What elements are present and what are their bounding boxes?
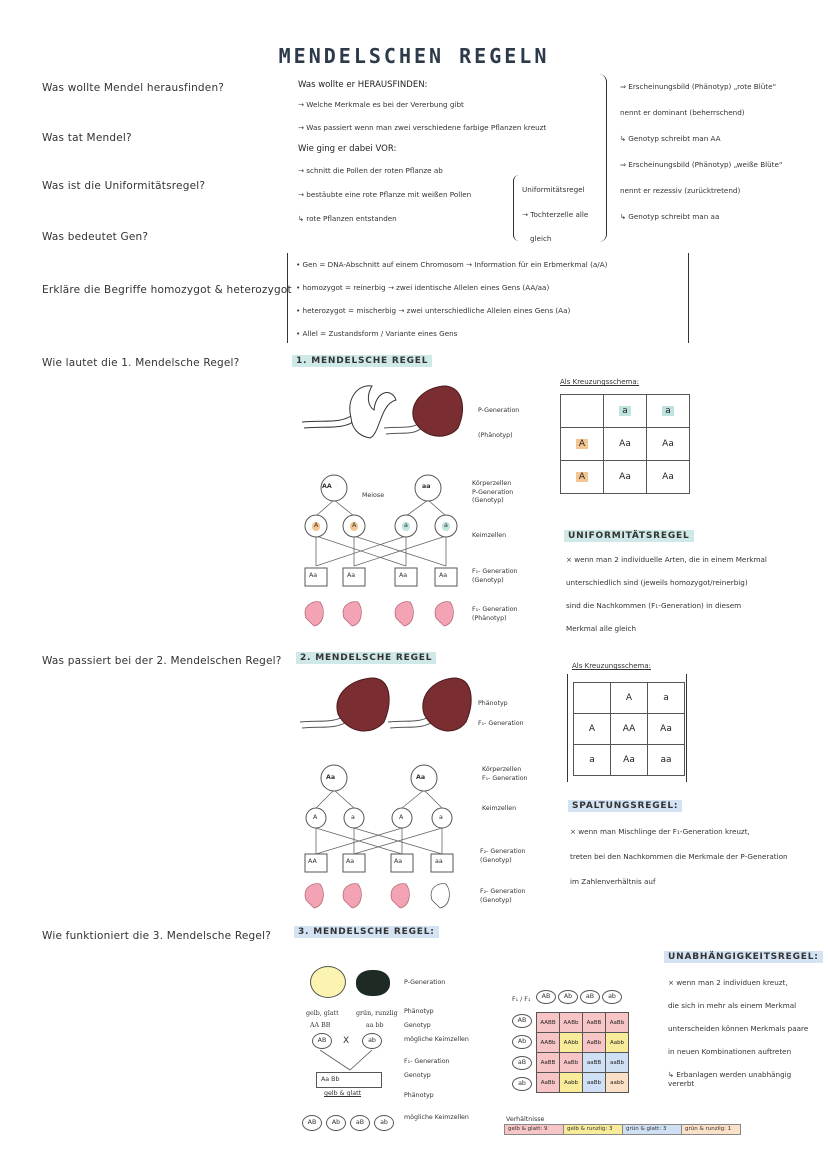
grid-cell-text: a (619, 406, 631, 416)
rule2-flowers (296, 672, 476, 744)
genotype-value: aa bb (366, 1022, 384, 1029)
genotype-value: AA BB (310, 1022, 331, 1029)
rule2-heading: 2. MENDELSCHE REGEL (296, 652, 436, 664)
intro-right-line: nennt er rezessiv (zurücktretend) (620, 186, 741, 195)
rule3-text-line: × wenn man 2 individuen kreuzt, (668, 978, 788, 987)
grid-cell (647, 395, 690, 428)
white-flower-icon (431, 884, 449, 908)
intro-mid: Uniformitätsregel (522, 185, 585, 194)
label: Phänotyp (404, 1092, 434, 1099)
grid-cell: Aa (604, 428, 647, 461)
punnett-cell: AaBB (583, 1013, 606, 1033)
punnett-row-header: ab (512, 1077, 532, 1091)
gamete: Ab (326, 1115, 346, 1131)
intro-heading-1: Was wollte er HERAUSFINDEN: (298, 80, 428, 90)
offspring: Aa (439, 572, 448, 579)
offspring: Aa (399, 572, 408, 579)
label: (Genotyp) (472, 576, 504, 584)
red-flower-icon (388, 678, 471, 731)
punnett-cell: aaBb (583, 1073, 606, 1093)
label-group (482, 766, 528, 783)
label: (Genotyp) (472, 497, 504, 504)
ratio-item: gelb & glatt: 9 (505, 1125, 564, 1134)
gamete: A (313, 814, 318, 821)
punnett-col-header: Ab (558, 990, 578, 1004)
meiose-label: Meiose (362, 492, 385, 499)
label: F₂- Generation (480, 888, 526, 895)
definition-homozygot: • homozygot = reinerbig → zwei identische Allelen eines Gens (AA/aa) (296, 283, 550, 292)
grid-cell (561, 428, 604, 461)
definitions (296, 260, 607, 338)
rule1-name: UNIFORMITÄTSREGEL (564, 530, 694, 542)
gamete: AB (302, 1115, 322, 1131)
label-group (472, 606, 518, 623)
rule2-diagram (296, 762, 466, 912)
rule1-heading: 1. MENDELSCHE REGEL (292, 355, 432, 367)
punnett-cell: AABb (537, 1033, 560, 1053)
label-group (472, 568, 518, 585)
grid-cell: a (574, 745, 611, 776)
rule3-text-line: in neuen Kombinationen auftreten (668, 1047, 792, 1056)
brace-mid (513, 175, 522, 241)
gamete: a (444, 522, 448, 529)
intro-line: → bestäubte eine rote Pflanze mit weißen Pollen (298, 190, 472, 199)
gamete: a (351, 814, 355, 821)
punnett-cell: AAbb (560, 1033, 583, 1053)
gamete: aB (350, 1115, 370, 1131)
label: P-Generation (472, 488, 514, 496)
rule3-cross-lines (300, 1050, 400, 1072)
grid-cell: Aa (648, 714, 685, 745)
intro-mid: gleich (530, 234, 552, 243)
punnett-corner: F₁ / F₁ (512, 996, 531, 1003)
punnett-cell: AaBb (606, 1013, 629, 1033)
label: (Genotyp) (480, 856, 512, 864)
punnett-row-headers (512, 1014, 532, 1091)
question-7: Was passiert bei der 2. Mendelschen Regel? (42, 655, 282, 667)
punnett-row-header: aB (512, 1056, 532, 1070)
label: Körperzellen (482, 766, 522, 773)
punnett-cell: AaBb (583, 1033, 606, 1053)
intro-right-line: ↳ Genotyp schreibt man AA (620, 134, 721, 143)
label: F₁- Generation (482, 774, 528, 782)
label: (Genotyp) (480, 896, 512, 904)
intro-line: → Was passiert wenn man zwei verschiedene farbige Pflanzen kreuzt (298, 123, 547, 132)
parent-genotype: aa (422, 483, 431, 490)
schema-caption: Als Kreuzungsschema: (572, 662, 652, 670)
gamete: A (352, 522, 357, 529)
ratio-item: grün & glatt: 3 (623, 1125, 682, 1134)
rule2-text-line: im Zahlenverhältnis auf (570, 877, 656, 886)
punnett-cell: Aabb (606, 1033, 629, 1053)
rule1-text-line: unterschiedlich sind (jeweils homozygot/reinerbig) (566, 578, 748, 587)
label: F₁- Generation (478, 720, 524, 727)
brace-right (598, 74, 607, 242)
punnett-cell: aaBB (583, 1053, 606, 1073)
intro-line: → Welche Merkmale es bei der Vererbung gibt (298, 100, 464, 109)
label: F₂- Generation (480, 848, 526, 855)
pink-flower-icon (391, 884, 409, 908)
punnett-col-header: ab (602, 990, 622, 1004)
red-flower-icon (384, 386, 462, 436)
gamete: a (439, 814, 443, 821)
grid-cell-text: a (662, 406, 674, 416)
label: Phänotyp (478, 700, 508, 707)
ratio-item: gelb & runzlig: 3 (564, 1125, 623, 1134)
schema-caption: Als Kreuzungsschema: (560, 378, 640, 386)
question-6: Wie lautet die 1. Mendelsche Regel? (42, 357, 240, 369)
label: Genotyp (404, 1072, 431, 1079)
page-title-wrap (0, 44, 828, 68)
punnett-cell: Aabb (560, 1073, 583, 1093)
label: P-Generation (478, 407, 520, 414)
label: mögliche Keimzellen (404, 1036, 469, 1043)
grid-cell (561, 461, 604, 494)
punnett-cell: AaBb (537, 1073, 560, 1093)
label: F₁- Generation (404, 1058, 450, 1065)
punnett-cell: AaBB (537, 1053, 560, 1073)
definition-allel: • Allel = Zustandsform / Variante eines Gens (296, 329, 458, 338)
punnett-cell: aabb (606, 1073, 629, 1093)
grid-cell (561, 395, 604, 428)
intro-right (620, 82, 783, 221)
grid-cell-text: A (576, 472, 588, 482)
intro-mid: → Tochterzelle alle (522, 210, 589, 219)
red-flower-icon (300, 678, 389, 731)
rule2-text-line: treten bei den Nachkommen die Merkmale der P-Generation (570, 852, 788, 861)
gamete: A (314, 522, 319, 529)
rule1-text (566, 555, 767, 633)
grid-cell: Aa (647, 461, 690, 494)
grid-cell: Aa (604, 461, 647, 494)
grid-cell: a (648, 683, 685, 714)
pink-flower-icon (343, 884, 361, 908)
punnett-cell: AaBb (560, 1053, 583, 1073)
label: (Phänotyp) (472, 614, 507, 622)
ratio-caption: Verhältnisse (506, 1116, 545, 1123)
offspring: Aa (347, 572, 356, 579)
punnett-cell: aaBb (606, 1053, 629, 1073)
label: P-Generation (404, 979, 446, 986)
gamete: AB (312, 1033, 332, 1049)
grid-cell: Aa (611, 745, 648, 776)
ratio-item: grün & runzlig: 1 (682, 1125, 740, 1134)
rule1-flowers (296, 380, 476, 445)
intro-right-line: ⇒ Erscheinungsbild (Phänotyp) „rote Blüte“ (620, 82, 777, 91)
rule2-text-line: × wenn man Mischlinge der F₁-Generation kreuzt, (570, 827, 750, 836)
phenotype-value: grün, runzlig (356, 1010, 398, 1017)
punnett-cell: AABB (537, 1013, 560, 1033)
gamete: A (399, 814, 404, 821)
label: Körperzellen (472, 480, 512, 487)
intro-right-line: ⇒ Erscheinungsbild (Phänotyp) „weiße Blüte“ (620, 160, 783, 169)
label-group (480, 848, 526, 865)
rule3-text-line: unterscheiden können Merkmals paare (668, 1024, 809, 1033)
parent-genotype: Aa (326, 774, 336, 781)
rule3-text-line: die sich in mehr als einem Merkmal (668, 1001, 797, 1010)
rule3-heading: 3. MENDELSCHE REGEL: (294, 926, 439, 938)
grid-cell (574, 683, 611, 714)
grid-cell: Aa (647, 428, 690, 461)
punnett-col-header: AB (536, 990, 556, 1004)
white-flower-icon (302, 386, 396, 438)
phenotype-value: gelb, glatt (306, 1010, 339, 1017)
punnett-col-header: aB (580, 990, 600, 1004)
rule3-punnett-grid (536, 1012, 629, 1093)
intro-line: ↳ rote Pflanzen entstanden (298, 214, 397, 223)
rule2-punnett-grid (573, 682, 685, 776)
f1-phenotype: gelb & glatt (324, 1090, 362, 1097)
punnett-cell: AABb (560, 1013, 583, 1033)
label: F₁- Generation (472, 606, 518, 613)
parent-genotype: Aa (416, 774, 426, 781)
question-2: Was tat Mendel? (42, 132, 132, 144)
question-1: Was wollte Mendel herausfinden? (42, 82, 225, 94)
rule3-name: UNABHÄNGIGKEITSREGEL: (664, 951, 823, 963)
punnett-row-header: Ab (512, 1035, 532, 1049)
punnett-col-headers (536, 990, 622, 1004)
ratio-table (504, 1124, 741, 1135)
rule1-text-line: sind die Nachkommen (F₁-Generation) in diesem (566, 601, 742, 610)
grid-cell: AA (611, 714, 648, 745)
gamete: ab (374, 1115, 394, 1131)
question-5: Erkläre die Begriffe homozygot & heterozygot (42, 284, 292, 296)
cross-symbol: X (343, 1036, 350, 1046)
gamete: a (404, 522, 408, 529)
question-8: Wie funktioniert die 3. Mendelsche Regel? (42, 930, 271, 942)
label: Keimzellen (472, 532, 507, 539)
pink-flower-icon (305, 602, 453, 626)
grid-cell: aa (648, 745, 685, 776)
question-3: Was ist die Uniformitätsregel? (42, 180, 206, 192)
gamete: ab (362, 1033, 382, 1049)
label: Genotyp (404, 1022, 431, 1029)
parent-genotype: AA (322, 483, 332, 490)
intro-left (298, 80, 546, 223)
rule3-text (668, 978, 808, 1088)
label-group (472, 480, 513, 506)
intro-heading-2: Wie ging er dabei VOR: (298, 144, 397, 154)
page-title: MENDELSCHEN REGELN (278, 44, 550, 68)
pink-flower-icon (305, 884, 323, 908)
yellow-pea-icon (310, 966, 346, 998)
label: mögliche Keimzellen (404, 1114, 469, 1121)
label: (Phänotyp) (478, 432, 513, 439)
rule1-text-line: Merkmal alle gleich (566, 624, 637, 633)
offspring: aa (435, 858, 443, 865)
label: Keimzellen (482, 805, 517, 812)
label: Phänotyp (404, 1008, 434, 1015)
green-pea-icon (356, 970, 390, 996)
definition-gen: • Gen = DNA-Abschnitt auf einem Chromosom → Information für ein Erbmerkmal (a/A) (296, 260, 608, 269)
offspring: Aa (394, 858, 403, 865)
rule1-punnett-grid (560, 394, 690, 494)
offspring: Aa (309, 572, 318, 579)
offspring: Aa (346, 858, 355, 865)
rule2-text (570, 827, 788, 886)
intro-line: → schnitt die Pollen der roten Pflanze ab (298, 166, 443, 175)
rule3-text-line: ↳ Erbanlagen werden unabhängig vererbt (668, 1070, 792, 1088)
rule1-text-line: × wenn man 2 individuelle Arten, die in einem Merkmal (566, 555, 767, 564)
grid-cell: A (611, 683, 648, 714)
f1-genotype: Aa Bb (316, 1072, 382, 1088)
grid-cell-text: A (576, 439, 588, 449)
grid-cell (604, 395, 647, 428)
question-4: Was bedeutet Gen? (42, 231, 149, 243)
punnett-row-header: AB (512, 1014, 532, 1028)
grid-cell: A (574, 714, 611, 745)
offspring: AA (308, 858, 317, 865)
rule2-name: SPALTUNGSREGEL: (568, 800, 682, 812)
definition-heterozygot: • heterozygot = mischerbig → zwei unterschiedliche Allelen eines Gens (Aa) (296, 306, 571, 315)
intro-right-line: ↳ Genotyp schreibt man aa (620, 212, 720, 221)
intro-right-line: nennt er dominant (beherrschend) (620, 108, 745, 117)
label-group (480, 888, 526, 905)
label: F₁- Generation (472, 568, 518, 575)
